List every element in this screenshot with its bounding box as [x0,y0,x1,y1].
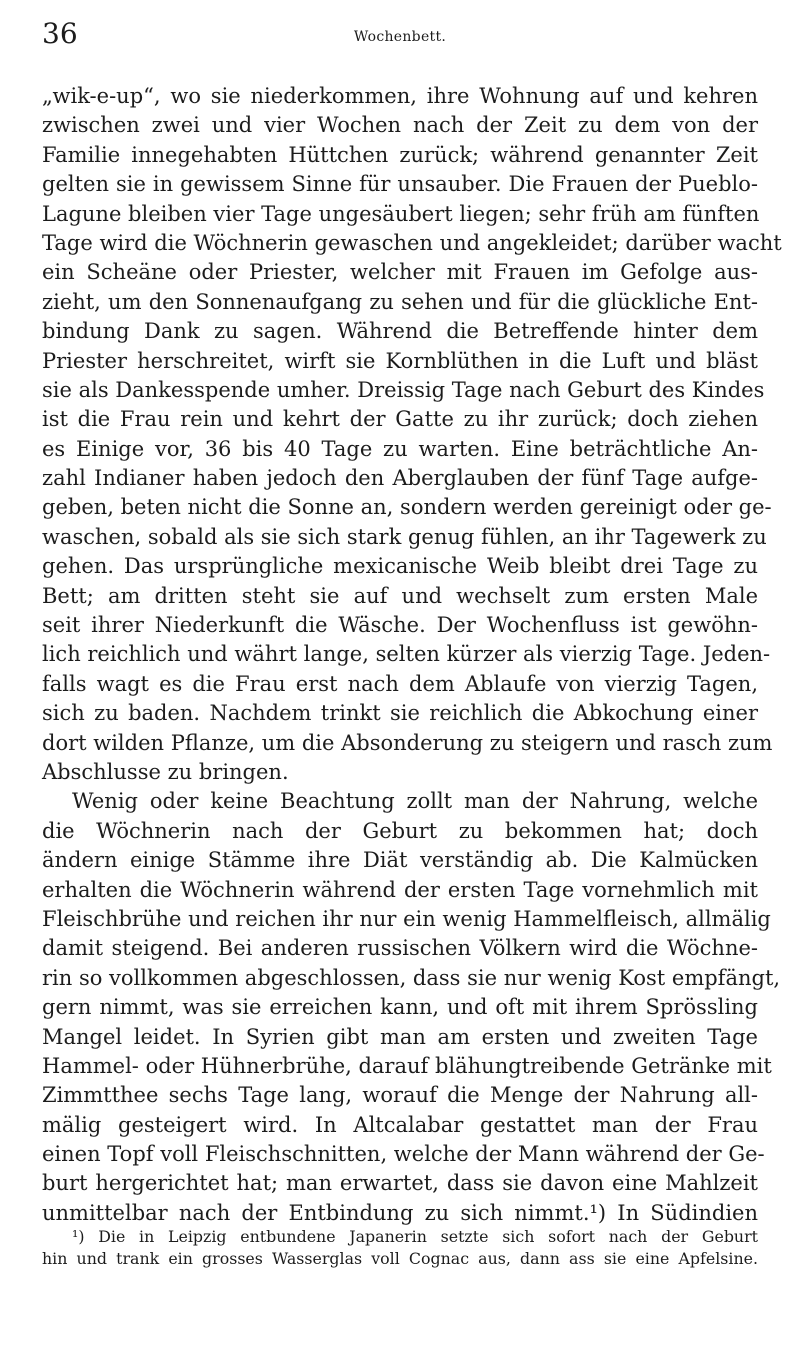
page-number: 36 [42,17,78,50]
text-line: Abschlusse zu bringen. [42,759,289,784]
text-line: dort wilden Pflanze, um die Absonderung zu steigern und rasch zum [42,730,773,755]
body-text [42,82,782,1228]
text-line: sie als Dankesspende umher. Dreissig Tage nach Geburt des Kindes [42,377,765,402]
text-line: ein Scheäne oder Priester, welcher mit Frauen im Gefolge aus- [42,260,758,285]
text-line: seit ihrer Niederkunft die Wäsche. Der Wochenfluss ist gewöhn- [42,613,758,638]
text-line: geben, beten nicht die Sonne an, sondern werden gereinigt oder ge- [42,495,772,520]
text-line: Fleischbrühe und reichen ihr nur ein wenig Hammelfleisch, allmälig [42,906,771,931]
text-line: ändern einige Stämme ihre Diät verständig ab. Die Kalmücken [42,848,758,873]
text-line: gehen. Das ursprüngliche mexicanische Weib bleibt drei Tage zu [42,554,758,579]
text-line: sich zu baden. Nachdem trinkt sie reichlich die Abkochung einer [42,701,758,726]
text-line: gelten sie in gewissem Sinne für unsauber. Die Frauen der Pueblo- [42,172,758,197]
text-line: zwischen zwei und vier Wochen nach der Zeit zu dem von der [42,113,758,138]
running-head: Wochenbett. [353,29,447,45]
text-line: lich reichlich und währt lange, selten kürzer als vierzig Tage. Jeden- [42,642,771,667]
text-line: Familie innegehabten Hüttchen zurück; während genannter Zeit [42,142,758,167]
text-line: Lagune bleiben vier Tage ungesäubert liegen; sehr früh am fünften [42,201,760,226]
footnotes [42,1226,758,1270]
text-line: bindung Dank zu sagen. Während die Betreffende hinter dem [42,319,758,344]
text-line: zieht, um den Sonnenaufgang zu sehen und für die glückliche Ent- [42,289,758,314]
text-line: waschen, sobald als sie sich stark genug fühlen, an ihr Tagewerk zu [42,524,767,549]
text-line: gern nimmt, was sie erreichen kann, und oft mit ihrem Sprössling [42,995,758,1020]
page-header [42,17,758,60]
text-line: Tage wird die Wöchnerin gewaschen und angekleidet; darüber wacht [42,230,782,255]
text-line: zahl Indianer haben jedoch den Aberglauben der fünf Tage aufge- [42,466,758,491]
text-line: burt hergerichtet hat; man erwartet, dass sie davon eine Mahlzeit [42,1171,758,1196]
footnote-line: ¹) Die in Leipzig entbundene Japanerin setzte sich sofort nach der Geburt [72,1227,758,1246]
text-line: erhalten die Wöchnerin während der ersten Tage vornehmlich mit [42,877,758,902]
text-line: Hammel- oder Hühnerbrühe, darauf blähungtreibende Getränke mit [42,1053,772,1078]
text-line: mälig gesteigert wird. In Altcalabar gestattet man der Frau [42,1112,758,1137]
text-line: unmittelbar nach der Entbindung zu sich nimmt.¹) In Südindien [42,1200,758,1225]
text-line: einen Topf voll Fleischschnitten, welche der Mann während der Ge- [42,1142,765,1167]
text-line: ist die Frau rein und kehrt der Gatte zu ihr zurück; doch ziehen [42,407,758,432]
text-line: „wik-e-up“, wo sie niederkommen, ihre Wohnung auf und kehren [42,84,758,108]
text-line: Mangel leidet. In Syrien gibt man am ersten und zweiten Tage [42,1024,758,1049]
text-line: falls wagt es die Frau erst nach dem Ablaufe von vierzig Tagen, [42,671,758,696]
footnote-line: hin und trank ein grosses Wasserglas voll Cognac aus, dann ass sie eine Apfelsine. [42,1249,758,1268]
text-line: Bett; am dritten steht sie auf und wechselt zum ersten Male [42,583,758,608]
text-line: es Einige vor, 36 bis 40 Tage zu warten. Eine beträchtliche An- [42,436,758,461]
text-line: Wenig oder keine Beachtung zollt man der Nahrung, welche [72,789,758,814]
text-line: rin so vollkommen abgeschlossen, dass sie nur wenig Kost empfängt, [42,965,781,990]
text-line: Priester herschreitet, wirft sie Kornblüthen in die Luft und bläst [42,348,758,373]
text-line: Zimmtthee sechs Tage lang, worauf die Menge der Nahrung all- [42,1083,758,1108]
text-line: die Wöchnerin nach der Geburt zu bekommen hat; doch [42,818,758,843]
text-line: damit steigend. Bei anderen russischen Völkern wird die Wöchne- [42,936,758,961]
